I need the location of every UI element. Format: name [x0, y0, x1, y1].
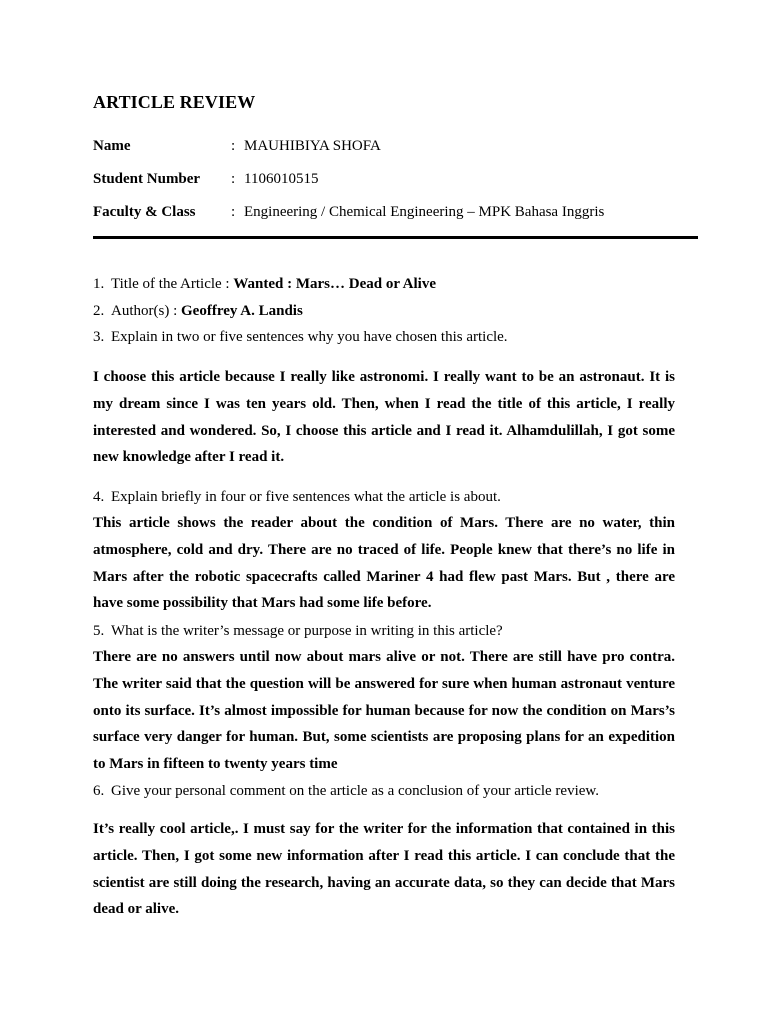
student-number-label: Student Number [93, 171, 201, 187]
student-number-colon: : [231, 171, 236, 187]
name-value: MAUHIBIYA SHOFA [244, 138, 381, 154]
faculty-class-label: Faculty & Class [93, 204, 196, 220]
question-prompt: Explain briefly in four or five sentences what the article is about. [111, 489, 501, 505]
question-6 [93, 782, 599, 800]
name-label: Name [93, 138, 131, 154]
student-number-value: 1106010515 [244, 171, 319, 187]
name-colon: : [231, 138, 236, 154]
author-answer: Geoffrey A. Landis [181, 303, 303, 319]
question-prompt: Title of the Article : [111, 276, 234, 292]
answer-3-paragraph: I choose this article because I really like astronomi. I really want to be an astronaut. It is my dream since I was ten years old. Then, when I read the title of this article, I really interested and wondered. So, I choose this article and I read it. Alhamdulillah, I got some new knowledge after I read it. [93, 369, 675, 466]
faculty-class-colon: : [231, 204, 236, 220]
document-title: ARTICLE REVIEW [93, 92, 256, 112]
answer-5-paragraph: There are no answers until now about mars alive or not. There are still have pro contra. The writer said that the question will be answered for sure when human astronaut venture onto its surface. It’s almost impossible for human because for now the condition on Mars’s surface very danger for human. But, some scientists are proposing plans for an expedition to Mars in fifteen to twenty years time [93, 649, 675, 773]
question-3 [93, 328, 508, 346]
header-divider [93, 236, 698, 239]
question-number: 4. [93, 489, 105, 505]
question-1 [93, 275, 436, 293]
question-number: 6. [93, 783, 105, 799]
question-2 [93, 302, 303, 320]
question-prompt: What is the writer’s message or purpose in writing in this article? [111, 623, 503, 639]
question-prompt: Author(s) : [111, 303, 181, 319]
question-number: 2. [93, 303, 105, 319]
faculty-class-value: Engineering / Chemical Engineering – MPK Bahasa Inggris [244, 204, 605, 220]
question-5 [93, 622, 503, 640]
article-title-answer: Wanted : Mars… Dead or Alive [233, 276, 436, 292]
question-prompt: Explain in two or five sentences why you have chosen this article. [111, 329, 508, 345]
question-number: 5. [93, 623, 105, 639]
question-4 [93, 488, 501, 506]
question-prompt: Give your personal comment on the article as a conclusion of your article review. [111, 783, 600, 799]
answer-6-paragraph: It’s really cool article,. I must say for the writer for the information that contained in this article. Then, I got some new information after I read this article. I can conclude that the scientist are still doing the research, having an accurate data, so they can decide that Mars dead or alive. [93, 821, 675, 918]
answer-4-paragraph: This article shows the reader about the condition of Mars. There are no water, thin atmosphere, cold and dry. There are no traced of life. People knew that there’s no life in Mars after the robotic spacecrafts called Mariner 4 had flew past Mars. But , there are have some possibility that Mars had some life before. [93, 515, 675, 612]
question-number: 1. [93, 276, 105, 292]
question-number: 3. [93, 329, 105, 345]
